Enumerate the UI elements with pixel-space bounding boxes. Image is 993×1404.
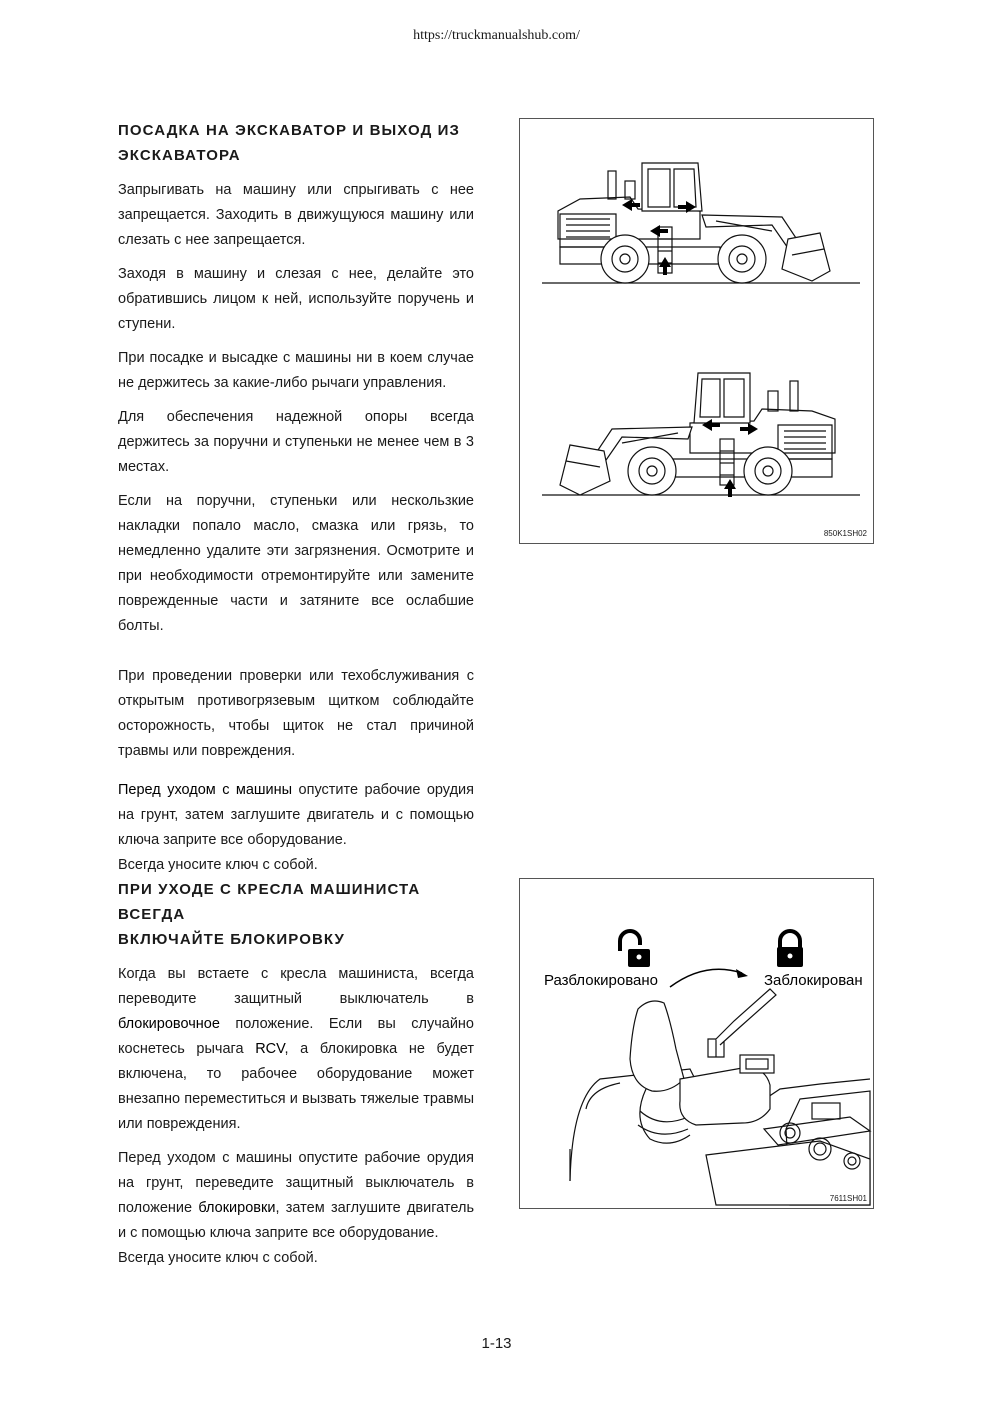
paragraph-text: Перед уходом с машины опустите рабочие орудия на грунт, переведите защитный выключатель в положение bbox=[118, 1150, 474, 1216]
paragraph: Если на поручни, ступеньки или нескользкие накладки попало масло, смазка или грязь, то немедленно удалите эти загрязнения. Осмотрите и при необходимости отремонтируйте или замените поврежденные части и затяните все ослабшие болты. bbox=[118, 493, 474, 634]
safety-lever-illustration bbox=[520, 879, 873, 1208]
source-url[interactable]: https://truckmanualshub.com/ bbox=[413, 28, 580, 43]
paragraph bbox=[118, 1146, 474, 1246]
section-boarding bbox=[118, 118, 474, 887]
console-drawing bbox=[570, 989, 870, 1205]
paragraph: При посадке и высадке с машины ни в коем случае не держитесь за какие-либо рычаги управления. bbox=[118, 350, 474, 391]
paragraph: При проведении проверки или техобслуживания с открытым противогрязевым щитком соблюдайте осторожность, чтобы щиток не стал причиной травмы или повреждения. bbox=[118, 668, 474, 759]
heading-line: ВКЛЮЧАЙТЕ БЛОКИРОВКУ bbox=[118, 931, 345, 948]
paragraph: Заходя в машину и слезая с нее, делайте это обратившись лицом к ней, используйте поручень и ступени. bbox=[118, 266, 474, 332]
emphasis-text: RCV bbox=[255, 1041, 285, 1057]
figure-code: 7611SH01 bbox=[829, 1194, 867, 1203]
paragraph: Запрыгивать на машину или спрыгивать с нее запрещается. Заходить в движущуюся машину или слезать с нее запрещается. bbox=[118, 182, 474, 248]
section-heading bbox=[118, 118, 474, 168]
heading-line: ПРИ УХОДЕ С КРЕСЛА МАШИНИСТА ВСЕГДА bbox=[118, 881, 421, 923]
locked-padlock-icon bbox=[777, 931, 803, 967]
section-heading bbox=[118, 877, 474, 952]
paragraph: Всегда уносите ключ с собой. bbox=[118, 1250, 318, 1266]
wheel-loader-illustration bbox=[520, 119, 873, 543]
figure-wheel-loader bbox=[519, 118, 874, 544]
emphasis-text: блокировки bbox=[198, 1200, 276, 1216]
section-safety-lock bbox=[118, 877, 474, 1280]
label-unlocked: Разблокировано bbox=[544, 972, 658, 989]
heading-line: ЭКСКАВАТОРА bbox=[118, 147, 241, 164]
paragraph-text: , а блокировка не будет включена, то рабочее оборудование может внезапно переместиться и вызвать тяжелые травмы или повреждения. bbox=[118, 1041, 474, 1132]
wheel-loader-side-view-mirrored bbox=[542, 373, 860, 495]
paragraph bbox=[118, 778, 474, 853]
heading-line: ПОСАДКА НА ЭКСКАВАТОР И ВЫХОД ИЗ bbox=[118, 122, 461, 139]
switch-arrow-icon bbox=[670, 969, 748, 987]
page-number: 1-13 bbox=[481, 1335, 512, 1352]
paragraph-text: , затем заглушите двигатель и с помощью ключа заприте все оборудование. bbox=[118, 1200, 475, 1241]
paragraph-text: Когда вы встаете с кресла машиниста, всегда переводите защитный выключатель в bbox=[118, 966, 474, 1007]
emphasis-text: Перед уходом с машины bbox=[118, 782, 293, 798]
figure-code: 850K1SH02 bbox=[823, 529, 867, 538]
paragraph: Всегда уносите ключ с собой. bbox=[118, 857, 318, 873]
figure-safety-lever bbox=[519, 878, 874, 1209]
paragraph bbox=[118, 962, 474, 1137]
label-locked: Заблокирован bbox=[764, 972, 863, 989]
emphasis-text: блокировочное bbox=[118, 1016, 220, 1032]
unlocked-padlock-icon bbox=[620, 931, 650, 967]
paragraph-text: опустите рабочие орудия на грунт, затем заглушите двигатель и с помощью ключа заприте все оборудование. bbox=[118, 782, 474, 848]
wheel-loader-side-view bbox=[542, 163, 860, 283]
paragraph: Для обеспечения надежной опоры всегда держитесь за поручни и ступеньки не менее чем в 3 местах. bbox=[118, 409, 474, 475]
paragraph-text: положение. Если вы случайно коснетесь рычага bbox=[118, 1016, 474, 1057]
